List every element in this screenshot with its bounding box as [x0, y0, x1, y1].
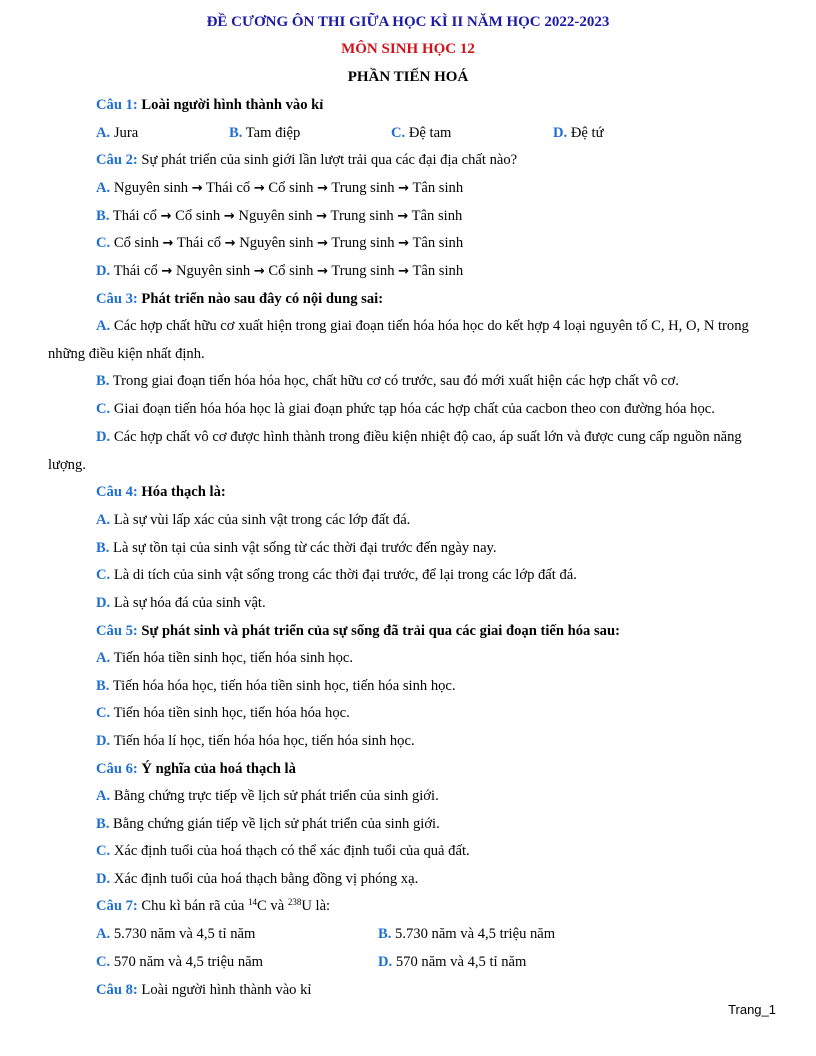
arrow-right-icon: → [398, 236, 410, 251]
era-step: Thái cổ [113, 263, 158, 279]
question-3 [96, 291, 383, 308]
era-step: Tân sinh [412, 263, 464, 279]
era-step: Trung sinh [331, 180, 395, 196]
q7-option-d: D. 570 năm và 4,5 tỉ năm [378, 954, 527, 970]
era-step: Trung sinh [331, 263, 395, 279]
question-label: Câu 3: [96, 291, 138, 307]
section-title: PHẦN TIẾN HOÁ [347, 69, 469, 85]
arrow-right-icon: → [191, 181, 203, 196]
q3-option-b: B. Trong giai đoạn tiến hóa hóa học, chất hữu cơ có trước, sau đó mới xuất hiện các hợp chất vô cơ. [96, 373, 679, 389]
era-step: Tân sinh [412, 235, 464, 251]
arrow-right-icon: → [316, 209, 328, 224]
q3-option-a: A. Các hợp chất hữu cơ xuất hiện trong giai đoạn tiến hóa hóa học do kết hợp 4 loại nguyên tố C, H, O, N trong những điều kiện nhất định. [48, 318, 749, 362]
era-step: Nguyên sinh [239, 235, 314, 251]
q1-option-a: A. Jura [96, 125, 139, 141]
arrow-right-icon: → [253, 181, 265, 196]
question-label: Câu 1: [96, 97, 138, 113]
q2-option-a: A. Nguyên sinh → Thái cổ → Cổ sinh → Trung sinh → Tân sinh [96, 180, 464, 196]
q3-option-c: C. Giai đoạn tiến hóa hóa học là giai đoạn phức tạp hóa các hợp chất của cacbon theo con đường hóa học. [96, 401, 715, 417]
era-step: Cổ sinh [268, 263, 314, 279]
arrow-right-icon: → [317, 181, 328, 196]
question-2 [96, 152, 517, 169]
q3-option-d: D. Các hợp chất vô cơ được hình thành trong điều kiện nhiệt độ cao, áp suất lớn và được cung cấp nguồn năng lượng. [48, 429, 742, 473]
question-7: Câu 7: Chu kì bán rã của $^{14}$C và $^{238}$U là: [96, 897, 331, 914]
question-label: Câu 7: [96, 898, 138, 914]
q4-option-a: A. Là sự vùi lấp xác của sinh vật trong các lớp đất đá. [96, 512, 411, 528]
q7-option-b: B. 5.730 năm và 4,5 triệu năm [378, 926, 556, 942]
q4-option-c: C. Là di tích của sinh vật sống trong các thời đại trước, để lại trong các lớp đất đá. [96, 567, 577, 583]
question-label: Câu 2: [96, 152, 138, 168]
question-label: Câu 4: [96, 484, 138, 500]
question-5 [96, 623, 620, 640]
era-step: Cổ sinh [175, 208, 221, 224]
era-step: Tân sinh [412, 180, 464, 196]
subject-title: MÔN SINH HỌC 12 [341, 41, 475, 57]
arrow-right-icon: → [317, 264, 328, 279]
question-text: Ý nghĩa của hoá thạch là [141, 761, 296, 777]
q5-option-a: A. Tiến hóa tiền sinh học, tiến hóa sinh học. [96, 650, 354, 666]
arrow-right-icon: → [253, 264, 265, 279]
page-number: Trang_1 [728, 1002, 776, 1017]
era-step: Cổ sinh [268, 180, 314, 196]
q5-option-b: B. Tiến hóa hóa học, tiến hóa tiền sinh học, tiến hóa sinh học. [96, 678, 456, 694]
q7-option-a: A. 5.730 năm và 4,5 tỉ năm [96, 926, 256, 942]
q1-option-d: D. Đệ tứ [553, 125, 604, 141]
question-label: Câu 5: [96, 623, 138, 639]
question-text: Hóa thạch là: [141, 484, 226, 500]
arrow-right-icon: → [160, 209, 172, 224]
arrow-right-icon: → [161, 264, 173, 279]
q7-option-c: C. 570 năm và 4,5 triệu năm [96, 954, 264, 970]
era-step: Nguyên sinh [113, 180, 189, 196]
question-text: Loài người hình thành vào kỉ [141, 982, 312, 998]
question-label: Câu 6: [96, 761, 138, 777]
arrow-right-icon: → [162, 236, 174, 251]
q6-option-b: B. Bằng chứng gián tiếp về lịch sử phát triển của sinh giới. [96, 816, 440, 832]
era-step: Trung sinh [331, 235, 395, 251]
question-label: Câu 8: [96, 982, 138, 998]
era-step: Nguyên sinh [175, 263, 251, 279]
q2-option-b: B. Thái cổ → Cổ sinh → Nguyên sinh → Trung sinh → Tân sinh [96, 208, 463, 224]
question-text: Loài người hình thành vào kỉ [141, 97, 324, 113]
era-step: Cổ sinh [113, 235, 159, 251]
era-step: Thái cổ [206, 180, 251, 196]
question-text: Sự phát triển của sinh giới lần lượt trải qua các đại địa chất nào? [141, 152, 518, 168]
q1-option-b: B. Tam điệp [229, 125, 301, 141]
document-title: ĐỀ CƯƠNG ÔN THI GIỮA HỌC KÌ II NĂM HỌC 2022-2023 [206, 14, 610, 30]
q5-option-d: D. Tiến hóa lí học, tiến hóa hóa học, tiến hóa sinh học. [96, 733, 415, 749]
q2-option-d: D. Thái cổ → Nguyên sinh → Cổ sinh → Trung sinh → Tân sinh [96, 263, 464, 279]
era-step: Nguyên sinh [238, 208, 313, 224]
arrow-right-icon: → [398, 264, 410, 279]
era-step: Thái cổ [176, 235, 221, 251]
question-8 [96, 982, 311, 999]
q6-option-a: A. Bằng chứng trực tiếp về lịch sử phát triển của sinh giới. [96, 788, 439, 804]
q4-option-d: D. Là sự hóa đá của sinh vật. [96, 595, 266, 611]
question-text: Phát triển nào sau đây có nội dung sai: [141, 291, 384, 307]
era-step: Trung sinh [330, 208, 394, 224]
era-step: Thái cổ [112, 208, 157, 224]
q6-option-d: D. Xác định tuổi của hoá thạch bằng đồng vị phóng xạ. [96, 871, 419, 887]
arrow-right-icon: → [317, 236, 328, 251]
question-text: Sự phát sinh và phát triển của sự sống đã trải qua các giai đoạn tiến hóa sau: [141, 623, 620, 639]
question-6 [96, 761, 296, 778]
q5-option-c: C. Tiến hóa tiền sinh học, tiến hóa hóa học. [96, 705, 350, 721]
question-1 [96, 97, 323, 114]
arrow-right-icon: → [398, 181, 410, 196]
arrow-right-icon: → [397, 209, 409, 224]
era-step: Tân sinh [411, 208, 463, 224]
question-4 [96, 484, 226, 501]
q1-option-c: C. Đệ tam [391, 125, 452, 141]
q4-option-b: B. Là sự tồn tại của sinh vật sống từ các thời đại trước đến ngày nay. [96, 540, 497, 556]
q2-option-c: C. Cổ sinh → Thái cổ → Nguyên sinh → Trung sinh → Tân sinh [96, 235, 464, 251]
q6-option-c: C. Xác định tuổi của hoá thạch có thể xác định tuổi của quả đất. [96, 843, 470, 859]
arrow-right-icon: → [224, 236, 236, 251]
arrow-right-icon: → [223, 209, 235, 224]
